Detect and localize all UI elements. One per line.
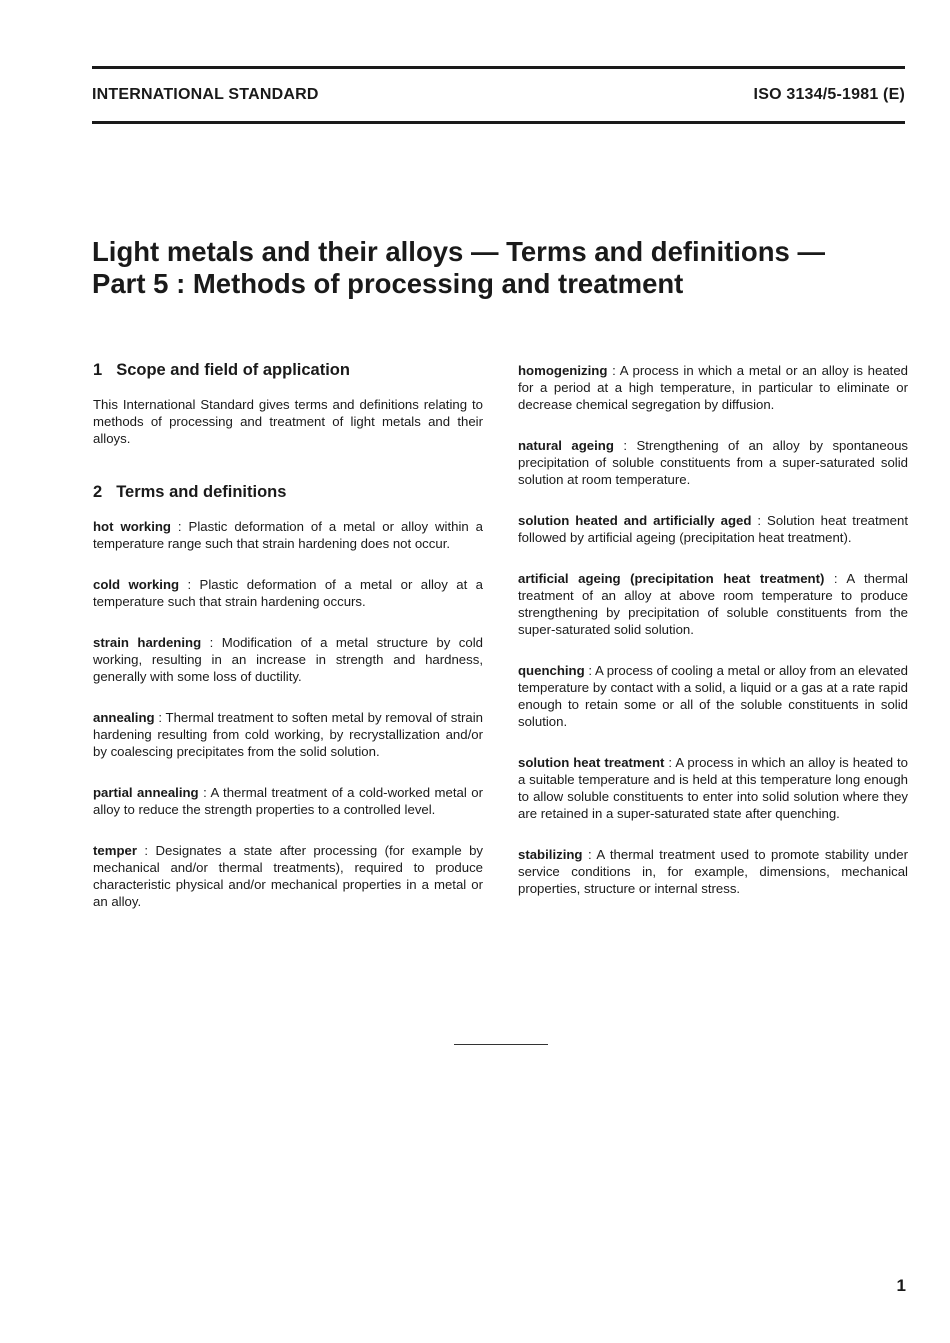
term-name: partial annealing: [93, 785, 199, 800]
term-separator: :: [179, 577, 200, 592]
term-separator: :: [171, 519, 189, 534]
term-definition: A process in which a metal or an alloy is heated for a period at a high temperature, in particular to eliminate or decrease chemical segregation by diffusion.: [518, 363, 908, 412]
term-entry: [518, 754, 908, 822]
section-heading-terms: [93, 482, 483, 502]
header-bottom-rule: [92, 121, 905, 124]
term-entry: [518, 437, 908, 488]
title-line-1: Light metals and their alloys — Terms and definitions —: [92, 236, 825, 267]
end-of-text-rule: [454, 1044, 548, 1045]
term-separator: :: [136, 843, 156, 858]
term-separator: :: [582, 847, 597, 862]
document-type-label: INTERNATIONAL STANDARD: [92, 86, 319, 103]
term-entry: [518, 512, 908, 546]
term-definition: A thermal treatment of an alloy at above room temperature to produce strengthening by precipitation of soluble constituents from the super-saturated solid solution.: [518, 571, 908, 637]
term-separator: :: [154, 710, 166, 725]
term-separator: :: [664, 755, 676, 770]
term-name: natural ageing: [518, 438, 614, 453]
right-column: [518, 360, 908, 897]
term-separator: :: [584, 663, 595, 678]
term-definition: Designates a state after processing (for example by mechanical and/or thermal treatments), required to produce characteristic physical and/or mechanical properties in a metal or an alloy.: [93, 843, 483, 909]
term-name: hot working: [93, 519, 171, 534]
term-entry: [93, 709, 483, 760]
title-line-2: Part 5 : Methods of processing and treatment: [92, 268, 684, 299]
term-definition: A process of cooling a metal or alloy from an elevated temperature by contact with a solid, a liquid or a gas at a rate rapid enough to retain some or all of the soluble constituents in solid solution.: [518, 663, 908, 729]
term-name: stabilizing: [518, 847, 583, 862]
term-name: strain hardening: [93, 635, 202, 650]
section-title: Terms and definitions: [116, 483, 287, 501]
term-entry: [518, 570, 908, 638]
left-column: [93, 360, 483, 910]
term-separator: :: [607, 363, 620, 378]
term-entry: [518, 362, 908, 413]
term-separator: :: [201, 635, 222, 650]
standard-number-label: ISO 3134/5-1981 (E): [753, 86, 905, 103]
term-entry: [93, 576, 483, 610]
header-top-rule: [92, 66, 905, 69]
term-definition: A thermal treatment used to promote stability under service conditions in, for example, dimensions, mechanical properties, structure or internal stress.: [518, 847, 908, 896]
term-name: cold working: [93, 577, 180, 592]
term-definition: Modification of a metal structure by cold working, resulting in an increase in strength and hardness, generally with some loss of ductility.: [93, 635, 483, 684]
document-title: [92, 236, 912, 300]
section-number: 1: [93, 361, 103, 379]
term-name: temper: [93, 843, 137, 858]
term-name: annealing: [93, 710, 155, 725]
page-number: 1: [896, 1276, 906, 1295]
scope-paragraph: This International Standard gives terms and definitions relating to methods of processing and treatment of light metals and their alloys.: [93, 397, 483, 446]
term-separator: :: [751, 513, 768, 528]
term-entry: [93, 842, 483, 910]
term-definition: A process in which an alloy is heated to a suitable temperature and is held at this temperature long enough to allow soluble constituents to enter into solid solution where they are retained in a super-saturated state after quenching.: [518, 755, 908, 821]
section-heading-scope: [93, 360, 483, 380]
term-entry: [93, 518, 483, 552]
term-name: solution heated and artificially aged: [518, 513, 752, 528]
term-name: artificial ageing (precipitation heat treatment): [518, 571, 825, 586]
term-entry: [93, 784, 483, 818]
term-entry: [93, 634, 483, 685]
section-title: Scope and field of application: [116, 361, 350, 379]
term-name: solution heat treatment: [518, 755, 665, 770]
term-definition: A thermal treatment of a cold-worked metal or alloy to reduce the strength properties to a controlled level.: [93, 785, 484, 817]
term-entry: [518, 662, 908, 730]
term-definition: Plastic deformation of a metal or alloy at a temperature such that strain hardening occurs.: [93, 577, 483, 609]
term-definition: Solution heat treatment followed by artificial ageing (precipitation heat treatment).: [518, 513, 908, 545]
term-name: homogenizing: [518, 363, 608, 378]
term-name: quenching: [518, 663, 585, 678]
term-separator: :: [198, 785, 211, 800]
term-definition: Thermal treatment to soften metal by removal of strain hardening resulting from cold working, by recrystallization and/or by coalescing precipitates from the solid solution.: [93, 710, 483, 759]
section-number: 2: [93, 483, 103, 501]
term-definition: Strengthening of an alloy by spontaneous precipitation of soluble constituents from a super-saturated solid solution at room temperature.: [518, 438, 908, 487]
term-entry: [518, 846, 908, 897]
term-separator: :: [824, 571, 847, 586]
term-definition: Plastic deformation of a metal or alloy within a temperature range such that strain hardening does not occur.: [93, 519, 483, 551]
term-separator: :: [613, 438, 637, 453]
